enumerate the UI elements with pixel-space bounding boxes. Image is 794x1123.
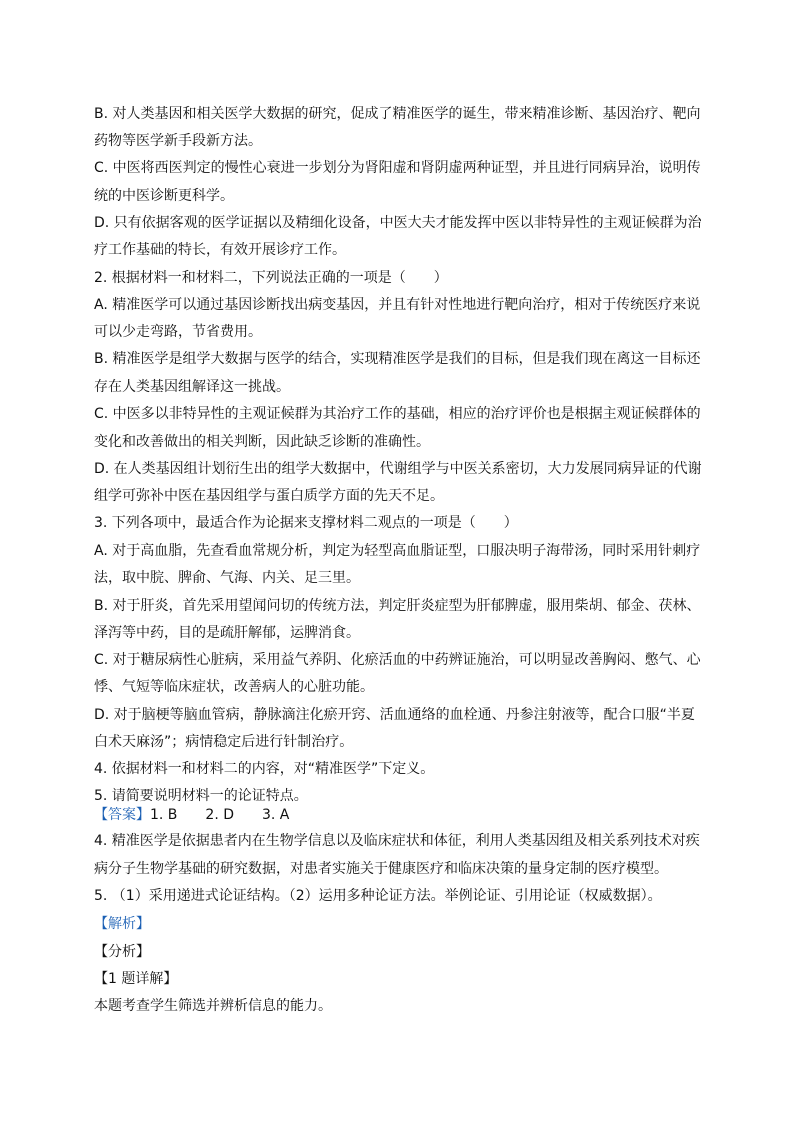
section-heading: 【1 题详解】 [94, 971, 178, 987]
text-line: 5. 请简要说明材料一的论证特点。 [94, 788, 308, 804]
answer-detail-line: 5. （1）采用递进式论证结构。（2）运用多种论证方法。举例论证、引用论证（权威数据）。 [94, 888, 662, 904]
text-line: A. 精准医学可以通过基因诊断找出病变基因，并且有针对性地进行靶向治疗，相对于传统医疗来说 [94, 297, 701, 313]
text-line: D. 只有依据客观的医学证据以及精细化设备，中医大夫才能发挥中医以非特异性的主观证候群为治 [94, 215, 702, 231]
text-line: 泽泻等中药，目的是疏肝解郁，运脾消食。 [94, 625, 360, 641]
answer-tag: 【答案】 [94, 807, 150, 823]
text-line: 疗工作基础的特长，有效开展诊疗工作。 [94, 242, 346, 258]
text-line: 可以少走弯路，节省费用。 [94, 324, 262, 340]
explanation-line: 本题考查学生筛选并辨析信息的能力。 [94, 998, 332, 1014]
text-line: 2. 根据材料一和材料二，下列说法正确的一项是（ ） [94, 270, 448, 286]
text-line: 统的中医诊断更科学。 [94, 188, 234, 204]
text-line: 存在人类基因组解译这一挑战。 [94, 379, 290, 395]
text-line: B. 精准医学是组学大数据与医学的结合，实现精准医学是我们的目标，但是我们现在离这一目标还 [94, 351, 701, 367]
text-line: 法，取中脘、脾俞、气海、内关、足三里。 [94, 570, 360, 586]
text-line: 组学可弥补中医在基因组学与蛋白质学方面的先天不足。 [94, 488, 444, 504]
answer-detail-line: 病分子生物学基础的研究数据，对患者实施关于健康医疗和临床决策的量身定制的医疗模型。 [94, 861, 668, 877]
text-line: C. 中医将西医判定的慢性心衰进一步划分为肾阳虚和肾阴虚两种证型，并且进行同病异治，说明传 [94, 160, 701, 176]
text-line: 4. 依据材料一和材料二的内容，对“精准医学”下定义。 [94, 761, 435, 777]
answer-line [94, 805, 700, 825]
section-heading: 【分析】 [94, 944, 150, 960]
text-line: D. 在人类基因组计划衍生出的组学大数据中，代谢组学与中医关系密切，大力发展同病异证的代谢 [94, 461, 702, 477]
text-line: 悸、气短等临床症状，改善病人的心脏功能。 [94, 679, 374, 695]
text-line: 变化和改善做出的相关判断，因此缺乏诊断的准确性。 [94, 434, 430, 450]
text-line: A. 对于高血脂，先查看血常规分析，判定为轻型高血脂证型，口服决明子海带汤，同时采用针刺疗 [94, 543, 701, 559]
text-line: C. 对于糖尿病性心脏病，采用益气养阴、化瘀活血的中药辨证施治，可以明显改善胸闷、憋气、心 [94, 652, 701, 668]
text-line: 3. 下列各项中，最适合作为论据来支撑材料二观点的一项是（ ） [94, 515, 518, 531]
text-line: B. 对于肝炎，首先采用望闻问切的传统方法，判定肝炎症型为肝郁脾虚，服用柴胡、郁金、茯林、 [94, 598, 701, 614]
text-line: B. 对人类基因和相关医学大数据的研究，促成了精准医学的诞生，带来精准诊断、基因治疗、靶向 [94, 106, 701, 122]
answer-detail-line: 4. 精准医学是依据患者内在生物学信息以及临床症状和体征，利用人类基因组及相关系列技术对疾 [94, 833, 700, 849]
text-line: 白术天麻汤”；病情稳定后进行针制治疗。 [94, 734, 354, 750]
text-line: 药物等医学新手段新方法。 [94, 133, 262, 149]
text-line: D. 对于脑梗等脑血管病，静脉滴注化瘀开窍、活血通络的血栓通、丹参注射液等，配合口服“半夏 [94, 707, 695, 723]
analysis-tag: 【解析】 [94, 916, 150, 932]
answer-text: 1. B 2. D 3. A [150, 807, 290, 823]
text-line: C. 中医多以非特异性的主观证候群为其治疗工作的基础，相应的治疗评价也是根据主观证候群体的 [94, 406, 701, 422]
